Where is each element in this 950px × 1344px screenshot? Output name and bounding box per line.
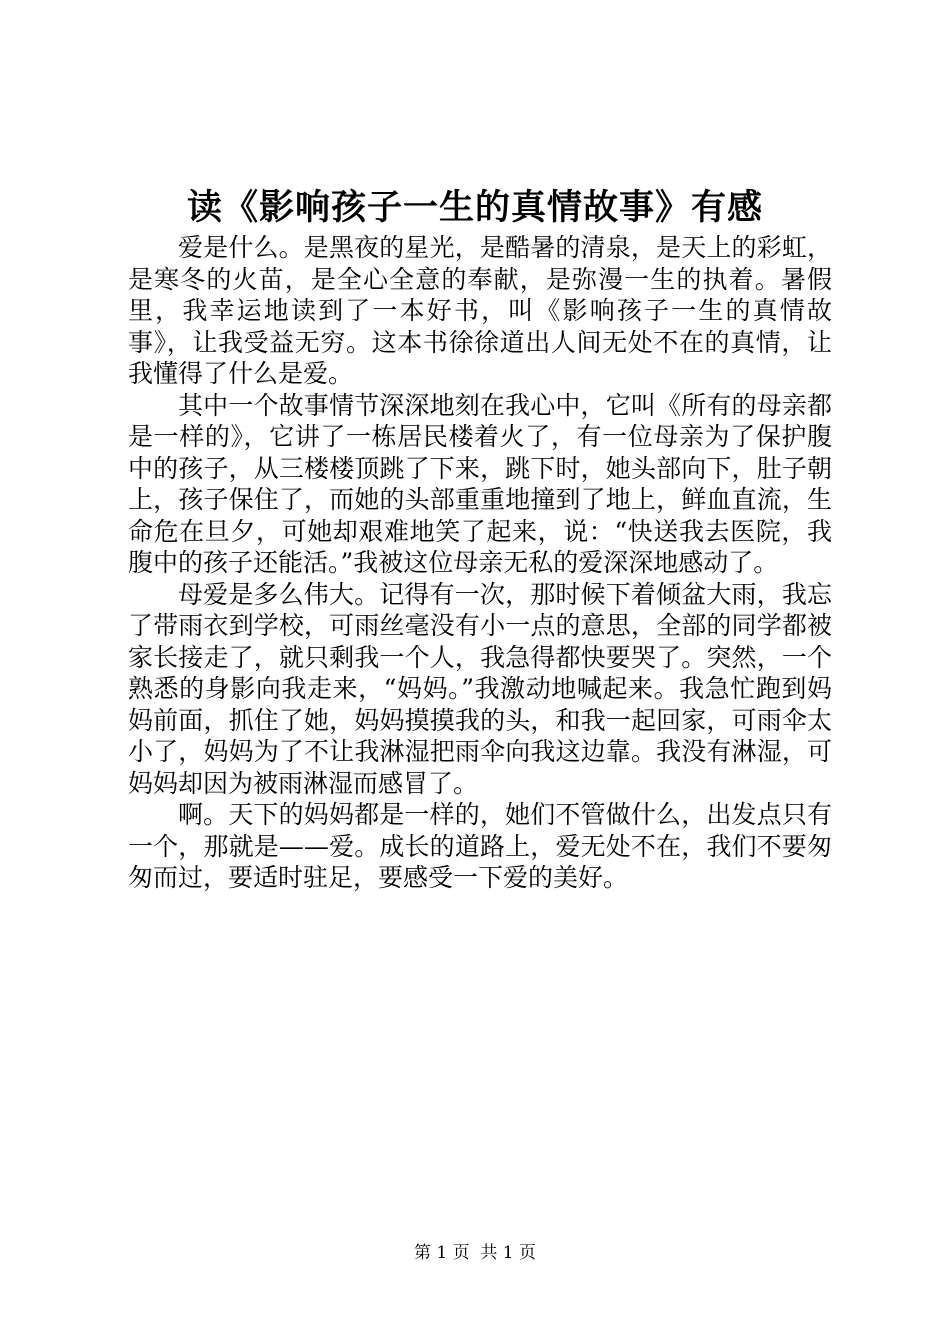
paragraph-3: 母爱是多么伟大。记得有一次，那时候下着倾盆大雨，我忘了带雨衣到学校，可雨丝毫没有小一点的意思，全部的同学都被家长接走了，就只剩我一个人，我急得都快要哭了。突然，一个熟悉的身影向我走来，“妈妈。”我激动地喊起来。我急忙跑到妈妈前面，抓住了她，妈妈摸摸我的头，和我一起回家，可雨伞太小了，妈妈为了不让我淋湿把雨伞向我这边靠。我没有淋湿，可妈妈却因为被雨淋湿而感冒了。: [128, 579, 832, 798]
paragraph-2: 其中一个故事情节深深地刻在我心中，它叫《所有的母亲都是一样的》，它讲了一栋居民楼着火了，有一位母亲为了保护腹中的孩子，从三楼楼顶跳了下来，跳下时，她头部向下，肚子朝上，孩子保住了，而她的头部重重地撞到了地上，鲜血直流，生命危在旦夕，可她却艰难地笑了起来，说：“快送我去医院，我腹中的孩子还能活。”我被这位母亲无私的爱深深地感动了。: [128, 390, 832, 577]
paragraph-4: 啊。天下的妈妈都是一样的，她们不管做什么，出发点只有一个，那就是——爱。成长的道路上，爱无处不在，我们不要匆匆而过，要适时驻足，要感受一下爱的美好。: [128, 800, 832, 892]
document-title: 读《影响孩子一生的真情故事》有感: [186, 187, 763, 228]
document-body: [128, 232, 832, 894]
paragraph-1: 爱是什么。是黑夜的星光，是酷暑的清泉，是天上的彩虹，是寒冬的火苗，是全心全意的奉献，是弥漫一生的执着。暑假里，我幸运地读到了一本好书，叫《影响孩子一生的真情故事》，让我受益无穷。这本书徐徐道出人间无处不在的真情，让我懂得了什么是爱。: [128, 233, 832, 388]
page-footer: [0, 1241, 950, 1265]
page-number-label: 第 1 页 共 1 页: [413, 1243, 537, 1263]
